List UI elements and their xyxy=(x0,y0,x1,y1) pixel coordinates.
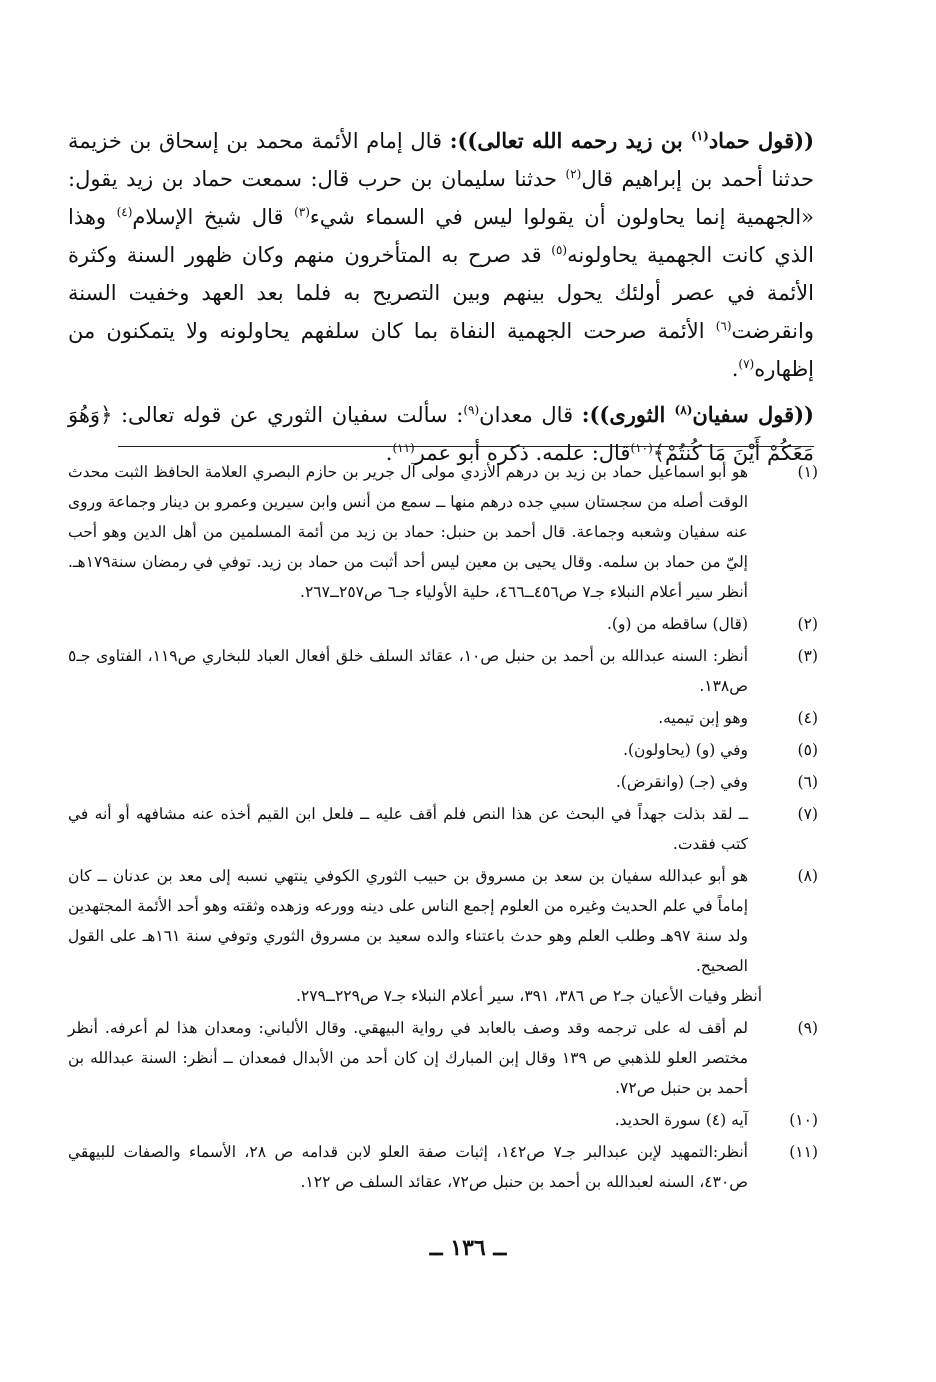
footnote-number: (٩) xyxy=(797,1019,818,1037)
footnote-ref: (٥) xyxy=(551,243,568,257)
footnote xyxy=(68,735,818,765)
footnote xyxy=(68,609,818,639)
section-heading-hammad: ((قول حماد$^{(١)}$ بن زيد رحمه الله تعالى)): xyxy=(449,128,815,153)
text-run: الأئمة صرحت الجهمية النفاة بما كان سلفهم يحاولونه ولا يتمكنون من إظهاره xyxy=(68,319,814,381)
footnote-number: (٨) xyxy=(797,867,818,885)
footnote xyxy=(68,799,818,859)
footnote-ref: (٧) xyxy=(738,357,755,371)
text-run: قال معدان xyxy=(479,403,582,427)
text-run: حدثنا سليمان بن حرب قال: سمعت حماد بن زيد يقول: «الجهمية إنما يحاولون أن يقولوا ليس في السماء شيء xyxy=(68,167,814,229)
text-run: : سألت سفيان الثوري عن قوله تعالى: ﴿وَهُوَ مَعَكُمْ أَيْنَ مَا كُنتُمْ﴾ xyxy=(68,403,814,465)
footnote-text: أنظر: السنه عبدالله بن أحمد بن حنبل ص١٠، عقائد السلف خلق أفعال العباد للبخاري ص١١٩، الفتاوى جـ٥ ص١٣٨. xyxy=(68,647,748,695)
footnote xyxy=(68,1105,818,1135)
footnotes xyxy=(68,457,818,1199)
paragraph-hammad xyxy=(68,122,814,388)
footnote-text: وفي (و) (يحاولون). xyxy=(623,741,748,759)
footnote-ref: (٢) xyxy=(565,167,582,181)
section-heading-sufyan: ((قول سفيان$^{(٨)}$ الثورى)): xyxy=(581,402,814,427)
footnote-number: (١) xyxy=(797,463,818,481)
footnote-number: (٣) xyxy=(797,647,818,665)
footnote-number: (١٠) xyxy=(789,1111,818,1129)
footnote-number: (٥) xyxy=(797,741,818,759)
footnote xyxy=(68,861,818,1011)
footnote xyxy=(68,641,818,701)
footnote-text: وفي (جـ) (وانقرض). xyxy=(615,773,748,791)
footnote xyxy=(68,457,818,607)
footnote-ref: (٣) xyxy=(294,205,310,219)
text-run: قد صرح به المتأخرون منهم وكان ظهور السنة وكثرة الأئمة في عصر أولئك يحول بينهم وبين التصريح به فلما بعد العهد وخفيت السنة وانقرضت xyxy=(68,243,814,343)
footnote-text: هو أبو عبدالله سفيان بن سعد بن مسروق بن حبيب الثوري الكوفي ينتهي نسبه إلى معد بن عدنان ــ كان إماماً في علم الحديث وغيره من العلوم إجمع الناس على دينه وورعه وزهده وثقته وهو أحد الأئمة المجتهدين ولد سنة ٩٧هـ وطلب العلم وهو حدث باعتناء والده سعيد بن مسروق الثوري وتوفي سنة ١٦١هـ على القول الصحيح. xyxy=(68,867,748,975)
footnote xyxy=(68,1013,818,1103)
page-number: ــ ١٣٦ ــ xyxy=(429,1235,507,1261)
footnote-ref: (٤) xyxy=(116,205,133,219)
footnote-text: أنظر:التمهيد لإبن عبدالبر جـ٧ ص١٤٢، إثبات صفة العلو لابن قدامه ص ٢٨، الأسماء والصفات للبيهقي ص٤٣٠، السنه لعبدالله بن أحمد بن حنبل ص٧٢، عقائد السلف ص ١٢٢. xyxy=(68,1143,748,1191)
text-run: قال: علمه. ذكره أبو عمر xyxy=(414,441,631,465)
footnote-text: ــ لقد بذلت جهداً في البحث عن هذا النص فلم أقف عليه ــ فلعل ابن القيم أخذه عنه مشافهه أو أنه في كتب فقدت. xyxy=(68,805,748,853)
footnote-ref: (٦) xyxy=(715,319,732,333)
main-text xyxy=(68,122,814,472)
footnote-text: آيه (٤) سورة الحديد. xyxy=(614,1111,748,1129)
footnote-ref: (٩) xyxy=(463,403,480,417)
footnote-ref: (١) xyxy=(690,129,709,143)
text-run: قال إمام الأئمة محمد بن إسحاق بن خزيمة حدثنا أحمد بن إبراهيم قال xyxy=(68,129,814,191)
footnote xyxy=(68,1137,818,1197)
footnote-number: (٢) xyxy=(797,615,818,633)
footnote-text: وهو إبن تيميه. xyxy=(658,709,748,727)
footnote-ref: (٨) xyxy=(674,403,693,417)
footnote-number: (٦) xyxy=(797,773,818,791)
footnote-ref: (١٠) xyxy=(630,441,653,455)
footnote-number: (١١) xyxy=(789,1143,818,1161)
text-run: . xyxy=(731,357,739,381)
footnote-text: (قال) ساقطه من (و). xyxy=(606,615,748,633)
footnote-number: (٧) xyxy=(797,805,818,823)
text-run: قال شيخ الإسلام xyxy=(132,205,295,229)
footnote-number: (٤) xyxy=(797,709,818,727)
footnote-separator xyxy=(118,446,814,447)
footnote-ref: (١١) xyxy=(392,441,415,455)
text-run: وهذا الذي كانت الجهمية يحاولونه xyxy=(68,205,815,267)
footnote xyxy=(68,703,818,733)
footnote xyxy=(68,767,818,797)
text-run: . xyxy=(385,441,393,465)
footnote-text: لم أقف له على ترجمه وقد وصف بالعابد في رواية البيهقي. وقال الألباني: ومعدان هذا لم أعرفه. أنظر مختصر العلو للذهبي ص ١٣٩ وقال إبن المبارك إن كان أحد من الأبدال فمعدان ــ أنظر: السنة عبدالله بن أحمد بن حنبل ص٧٢. xyxy=(68,1019,748,1097)
footnote-text: هو أبو اسماعيل حماد بن زيد بن درهم الأزدي مولى آل جرير بن حازم البصري العلامة الحافظ الثبت محدث الوقت أصله من سجستان سبي جده درهم منها ــ سمع من أنس وابن سيرين وعمرو بن دينار وجماعة وروى عنه سفيان وشعبه وجماعة. قال أحمد بن حنبل: حماد بن زيد من أئمة المسلمين من أهل الدين وهو أحب إليّ من حماد بن سلمه. وقال يحيى بن معين ليس أحد أثبت من حماد بن زيد. توفي في رمضان سنة١٧٩هـ. أنظر سير أعلام النبلاء جـ٧ ص٤٥٦ــ٤٦٦، حلية الأولياء جـ٦ ص٢٥٧ــ٢٦٧. xyxy=(68,463,748,601)
footnote-text-reference: أنظر وفيات الأعيان جـ٢ ص ٣٨٦، ٣٩١، سير أعلام النبلاء جـ٧ ص٢٢٩ــ٢٧٩. xyxy=(295,987,762,1005)
